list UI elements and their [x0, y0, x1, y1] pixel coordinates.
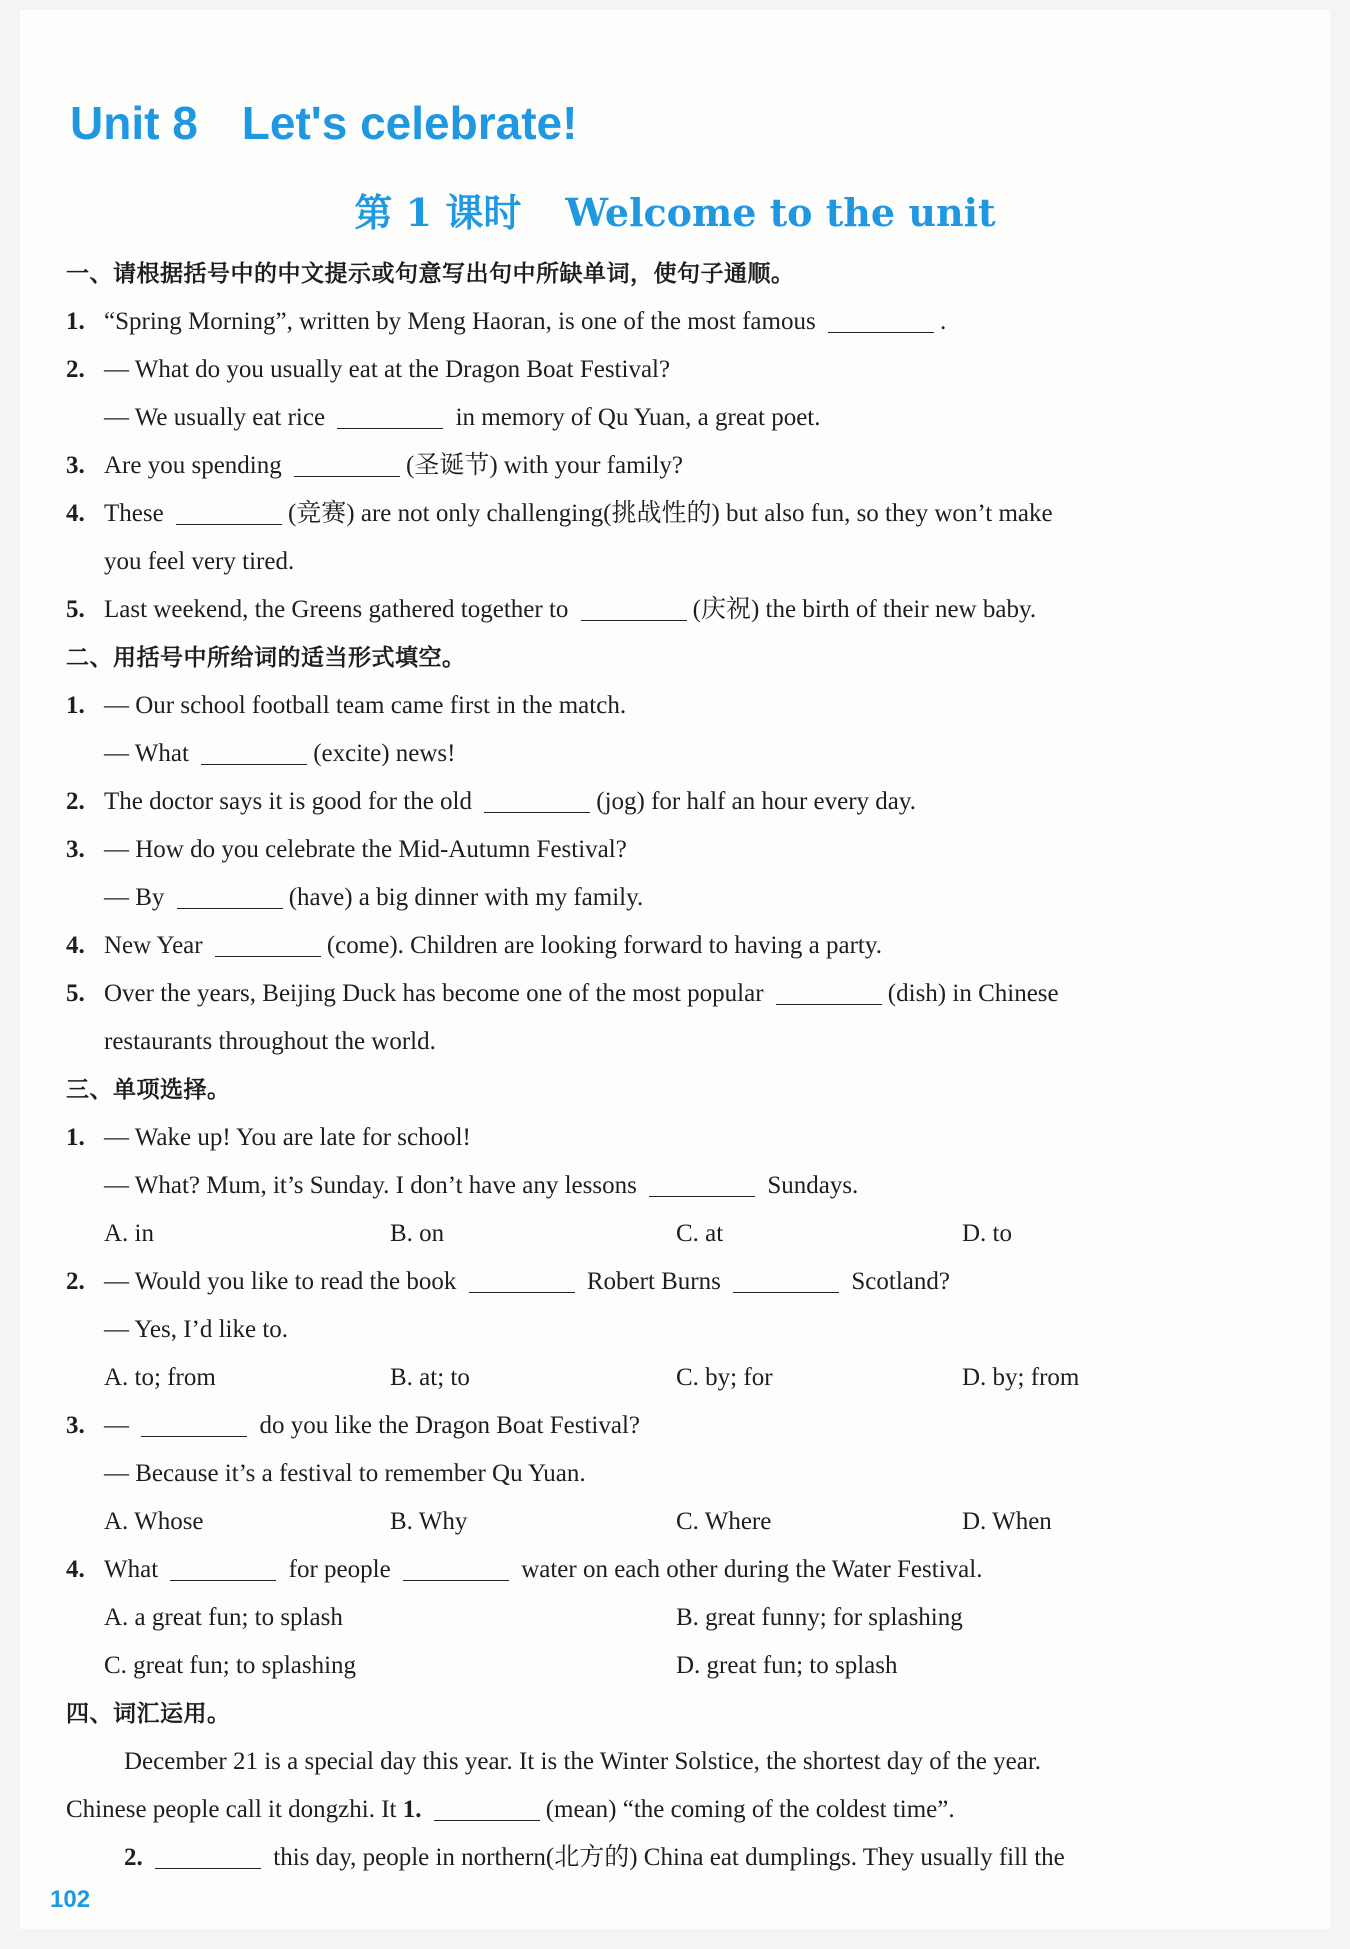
s2-question-4	[66, 922, 1286, 970]
question-number: 2.	[66, 788, 85, 815]
question-text: in memory of Qu Yuan, a great poet.	[455, 404, 821, 431]
s2-question-3-reply	[66, 874, 1286, 922]
option-b[interactable]: B. on	[390, 1220, 445, 1247]
s2-question-1-reply	[66, 730, 1286, 778]
answer-blank[interactable]	[176, 498, 282, 525]
answer-blank[interactable]	[581, 594, 687, 621]
answer-blank[interactable]	[177, 882, 283, 909]
s2-question-5	[66, 970, 1286, 1018]
passage-text: this day, people in northern(北方的) China eat dumplings. They usually fill the	[273, 1844, 1065, 1871]
option-a[interactable]: A. Whose	[104, 1508, 204, 1535]
question-text: (jog) for half an hour every day.	[596, 788, 917, 815]
question-text: water on each other during the Water Festival.	[521, 1556, 983, 1583]
answer-blank[interactable]	[469, 1266, 575, 1293]
question-text: New Year	[104, 932, 203, 959]
s1-question-4-cont: you feel very tired.	[104, 548, 295, 575]
question-number: 2.	[66, 1268, 85, 1295]
s3-question-4	[66, 1546, 1286, 1594]
lesson-title	[20, 182, 1330, 237]
s3-question-3-reply: — Because it’s a festival to remember Qu Yuan.	[104, 1460, 586, 1487]
s1-question-5	[66, 586, 1286, 634]
answer-blank[interactable]	[337, 402, 443, 429]
question-text: (庆祝) the birth of their new baby.	[692, 596, 1037, 623]
s2-question-3	[66, 826, 1286, 874]
s3-question-3	[66, 1402, 1286, 1450]
blank-number: 2.	[124, 1844, 143, 1871]
option-d[interactable]: D. to	[962, 1220, 1012, 1247]
workbook-page	[20, 10, 1330, 1929]
question-text: Over the years, Beijing Duck has become one of the most popular	[104, 980, 764, 1007]
section2-heading: 二、用括号中所给词的适当形式填空。	[66, 645, 466, 671]
question-text: The doctor says it is good for the old	[104, 788, 472, 815]
question-number: 4.	[66, 500, 85, 527]
s1-question-3	[66, 442, 1286, 490]
question-text: — What? Mum, it’s Sunday. I don’t have any lessons	[104, 1172, 637, 1199]
question-text: These	[104, 500, 164, 527]
question-number: 3.	[66, 452, 85, 479]
option-d[interactable]: D. When	[962, 1508, 1052, 1535]
question-text: (have) a big dinner with my family.	[288, 884, 644, 911]
s2-question-1	[66, 682, 1286, 730]
answer-blank[interactable]	[170, 1554, 276, 1581]
question-number: 1.	[66, 308, 85, 335]
option-d[interactable]: D. great fun; to splash	[676, 1652, 898, 1679]
section1-heading: 一、请根据括号中的中文提示或句意写出句中所缺单词，使句子通顺。	[66, 261, 795, 287]
passage-line-1: December 21 is a special day this year. It is the Winter Solstice, the shortest day of the year.	[124, 1748, 1042, 1775]
s3-question-1-options	[66, 1210, 1286, 1258]
question-number: 2.	[66, 356, 85, 383]
question-number: 1.	[66, 1124, 85, 1151]
s3-question-4-options-row1	[66, 1594, 1286, 1642]
option-c[interactable]: C. at	[676, 1220, 724, 1247]
answer-blank[interactable]	[828, 306, 934, 333]
question-text: —	[104, 1412, 129, 1439]
s1-question-1	[66, 298, 1286, 346]
answer-blank[interactable]	[201, 738, 307, 765]
question-text: Are you spending	[104, 452, 282, 479]
question-text: — Wake up! You are late for school!	[104, 1124, 471, 1151]
option-c[interactable]: C. Where	[676, 1508, 772, 1535]
option-b[interactable]: B. great funny; for splashing	[676, 1604, 963, 1631]
s3-question-1	[66, 1114, 1286, 1162]
answer-blank[interactable]	[434, 1794, 540, 1821]
s1-question-2-reply	[66, 394, 1286, 442]
option-c[interactable]: C. great fun; to splashing	[104, 1652, 357, 1679]
passage-text: (mean) “the coming of the coldest time”.	[545, 1796, 955, 1823]
question-text: (come). Children are looking forward to having a party.	[326, 932, 882, 959]
s3-question-3-options	[66, 1498, 1286, 1546]
option-b[interactable]: B. Why	[390, 1508, 468, 1535]
s3-question-2-options	[66, 1354, 1286, 1402]
question-text: Sundays.	[767, 1172, 859, 1199]
question-text: — Our school football team came first in the match.	[104, 692, 627, 719]
question-text: Scotland?	[851, 1268, 950, 1295]
question-text: “Spring Morning”, written by Meng Haoran, is one of the most famous	[104, 308, 816, 335]
answer-blank[interactable]	[294, 450, 400, 477]
option-d[interactable]: D. by; from	[962, 1364, 1080, 1391]
question-text: — What do you usually eat at the Dragon Boat Festival?	[104, 356, 671, 383]
question-number: 3.	[66, 1412, 85, 1439]
unit-number: Unit 8	[70, 97, 198, 149]
s2-question-5-cont: restaurants throughout the world.	[104, 1028, 436, 1055]
section3-heading: 三、单项选择。	[66, 1077, 231, 1103]
answer-blank[interactable]	[155, 1842, 261, 1869]
answer-blank[interactable]	[776, 978, 882, 1005]
question-text: What	[104, 1556, 159, 1583]
question-text: — How do you celebrate the Mid-Autumn Festival?	[104, 836, 627, 863]
question-number: 1.	[66, 692, 85, 719]
page-number: 102	[50, 1886, 91, 1913]
question-text: — Would you like to read the book	[104, 1268, 457, 1295]
passage-line-3	[66, 1834, 1286, 1882]
question-text: (excite) news!	[313, 740, 456, 767]
question-text: — By	[104, 884, 165, 911]
lesson-name: Welcome to the unit	[565, 190, 996, 235]
option-a[interactable]: A. in	[104, 1220, 154, 1247]
unit-name: Let's celebrate!	[241, 97, 578, 149]
answer-blank[interactable]	[215, 930, 321, 957]
answer-blank[interactable]	[484, 786, 590, 813]
unit-title	[70, 96, 621, 150]
question-text: .	[939, 308, 947, 335]
s3-question-1-reply	[66, 1162, 1286, 1210]
question-number: 4.	[66, 1556, 85, 1583]
s1-question-2	[66, 346, 1286, 394]
question-text: Last weekend, the Greens gathered together to	[104, 596, 569, 623]
s3-question-4-options-row2	[66, 1642, 1286, 1690]
question-text: do you like the Dragon Boat Festival?	[259, 1412, 640, 1439]
question-text: (竞赛) are not only challenging(挑战性的) but also fun, so they won’t make	[287, 500, 1053, 527]
option-c[interactable]: C. by; for	[676, 1364, 773, 1391]
blank-number: 1.	[402, 1796, 422, 1823]
question-text: for people	[288, 1556, 391, 1583]
question-text: — What	[104, 740, 189, 767]
s3-question-2-reply: — Yes, I’d like to.	[104, 1316, 289, 1343]
section4-heading: 四、词汇运用。	[66, 1701, 231, 1727]
exercise-content	[66, 250, 1286, 1882]
passage-line-2	[66, 1786, 1286, 1834]
answer-blank[interactable]	[733, 1266, 839, 1293]
option-a[interactable]: A. a great fun; to splash	[104, 1604, 343, 1631]
question-number: 3.	[66, 836, 85, 863]
question-number: 5.	[66, 596, 85, 623]
question-text: Robert Burns	[586, 1268, 721, 1295]
s2-question-2	[66, 778, 1286, 826]
question-text: (dish) in Chinese	[887, 980, 1059, 1007]
passage-text: Chinese people call it dongzhi. It	[66, 1796, 397, 1823]
answer-blank[interactable]	[649, 1170, 755, 1197]
question-number: 4.	[66, 932, 85, 959]
question-text: (圣诞节) with your family?	[406, 452, 684, 479]
question-number: 5.	[66, 980, 85, 1007]
option-a[interactable]: A. to; from	[104, 1364, 216, 1391]
answer-blank[interactable]	[141, 1410, 247, 1437]
s3-question-2	[66, 1258, 1286, 1306]
s1-question-4	[66, 490, 1286, 538]
answer-blank[interactable]	[403, 1554, 509, 1581]
question-text: — We usually eat rice	[104, 404, 326, 431]
lesson-number: 第 1 课时	[354, 190, 522, 235]
option-b[interactable]: B. at; to	[390, 1364, 470, 1391]
